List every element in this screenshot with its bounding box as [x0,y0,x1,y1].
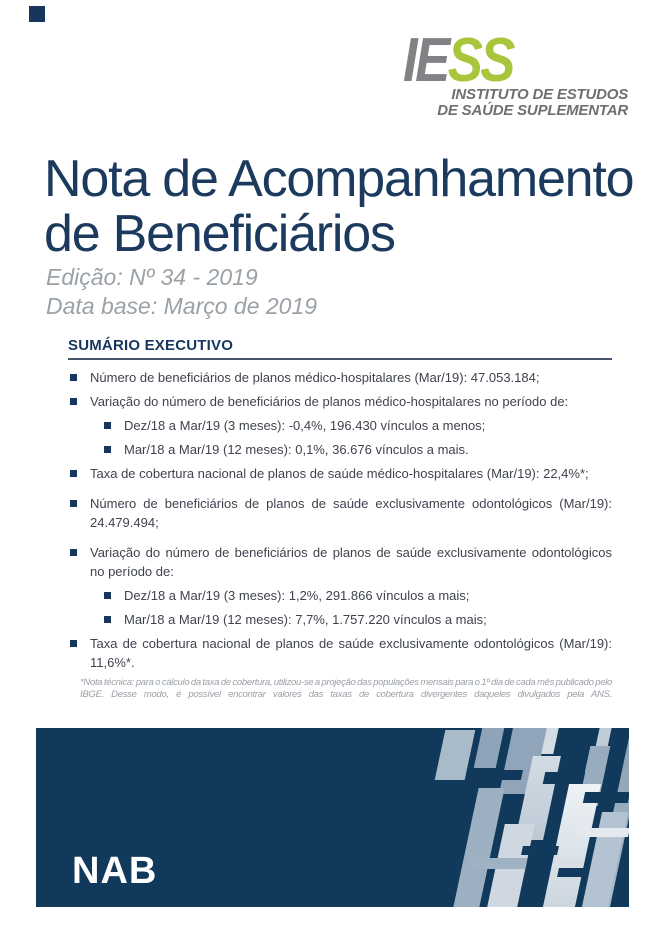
summary-item-text: Taxa de cobertura nacional de planos de saúde médico-hospitalares (Mar/19): 22,4%*; [90,466,589,481]
banner-art-shape [487,770,523,780]
iess-caption-line2: DE SAÚDE SUPLEMENTAR [437,102,628,119]
bullet-square-icon [104,592,111,599]
iess-caption-line1: INSTITUTO DE ESTUDOS [451,86,628,103]
summary-item [68,464,612,483]
banner-art-shape [557,868,589,877]
banner-art-shape [521,846,559,855]
summary-item-text: Número de beneficiários de planos de saúde exclusivamente odontológicos (Mar/19): 24.479.494; [90,496,612,530]
summary-subitem [102,440,612,459]
summary-item [68,392,612,411]
corner-square-icon [29,6,45,22]
summary-item-text: Taxa de cobertura nacional de planos de saúde exclusivamente odontológicos (Mar/19): 11,6%*. [90,636,612,670]
summary-subitem [102,610,612,629]
edition-block [46,263,317,321]
summary-heading: SUMÁRIO EXECUTIVO [68,337,234,354]
iess-logo [403,26,513,95]
banner-art-shape [543,772,586,784]
banner-art-shape [575,828,629,837]
summary-item [68,368,612,387]
page-title [44,152,633,262]
executive-summary [68,338,612,701]
bullet-square-icon [104,446,111,453]
summary-subitem [102,416,612,435]
bullet-square-icon [70,549,77,556]
summary-item-text: Número de beneficiários de planos médico-hospitalares (Mar/19): 47.053.184; [90,370,540,385]
bullet-square-icon [70,470,77,477]
summary-item-text: Dez/18 a Mar/19 (3 meses): -0,4%, 196.430 vínculos a menos; [124,418,486,433]
bullet-square-icon [70,374,77,381]
banner-art-shape [435,730,476,780]
nab-banner [36,728,629,907]
page-title-line2: de Beneficiários [44,205,395,263]
summary-item-text: Mar/18 a Mar/19 (12 meses): 0,1%, 36.676 vínculos a mais. [124,442,469,457]
summary-item-text: Variação do número de beneficiários de planos de saúde exclusivamente odontológicos no período de: [90,545,612,579]
summary-item [68,634,612,672]
summary-item-text: Mar/18 a Mar/19 (12 meses): 7,7%, 1.757.220 vínculos a mais; [124,612,487,627]
bullet-square-icon [104,422,111,429]
summary-list [68,368,612,672]
iess-logo-gray-part: IE [403,26,448,95]
data-base-label: Data base: Março de 2019 [46,293,318,319]
bullet-square-icon [104,616,111,623]
summary-item-text: Variação do número de beneficiários de planos médico-hospitalares no período de: [90,394,569,409]
banner-art-shape [467,858,527,869]
banner-art-shape [583,792,629,803]
summary-item [68,543,612,581]
iess-logo-caption [437,87,628,119]
summary-subitem [102,586,612,605]
edition-label: Edição: Nº 34 - 2019 [46,264,258,290]
bullet-square-icon [70,398,77,405]
bullet-square-icon [70,500,77,507]
technical-note: *Nota técnica: para o cálculo da taxa de cobertura, utilizou-se a projeção das populações mensais para o 1º dia de cada mês publicado pelo IBGE. Desse modo, é possível encontrar valores das taxas de cobertura divergentes daqueles divulgados pela ANS. [80,677,612,700]
summary-item [68,494,612,532]
bullet-square-icon [70,640,77,647]
banner-art-shape [474,728,505,768]
summary-divider [68,358,612,360]
summary-item-text: Dez/18 a Mar/19 (3 meses): 1,2%, 291.866 vínculos a mais; [124,588,470,603]
iess-logo-green-part: SS [447,26,513,95]
page-title-line1: Nota de Acompanhamento [44,150,634,208]
nab-label: NAB [72,850,158,892]
